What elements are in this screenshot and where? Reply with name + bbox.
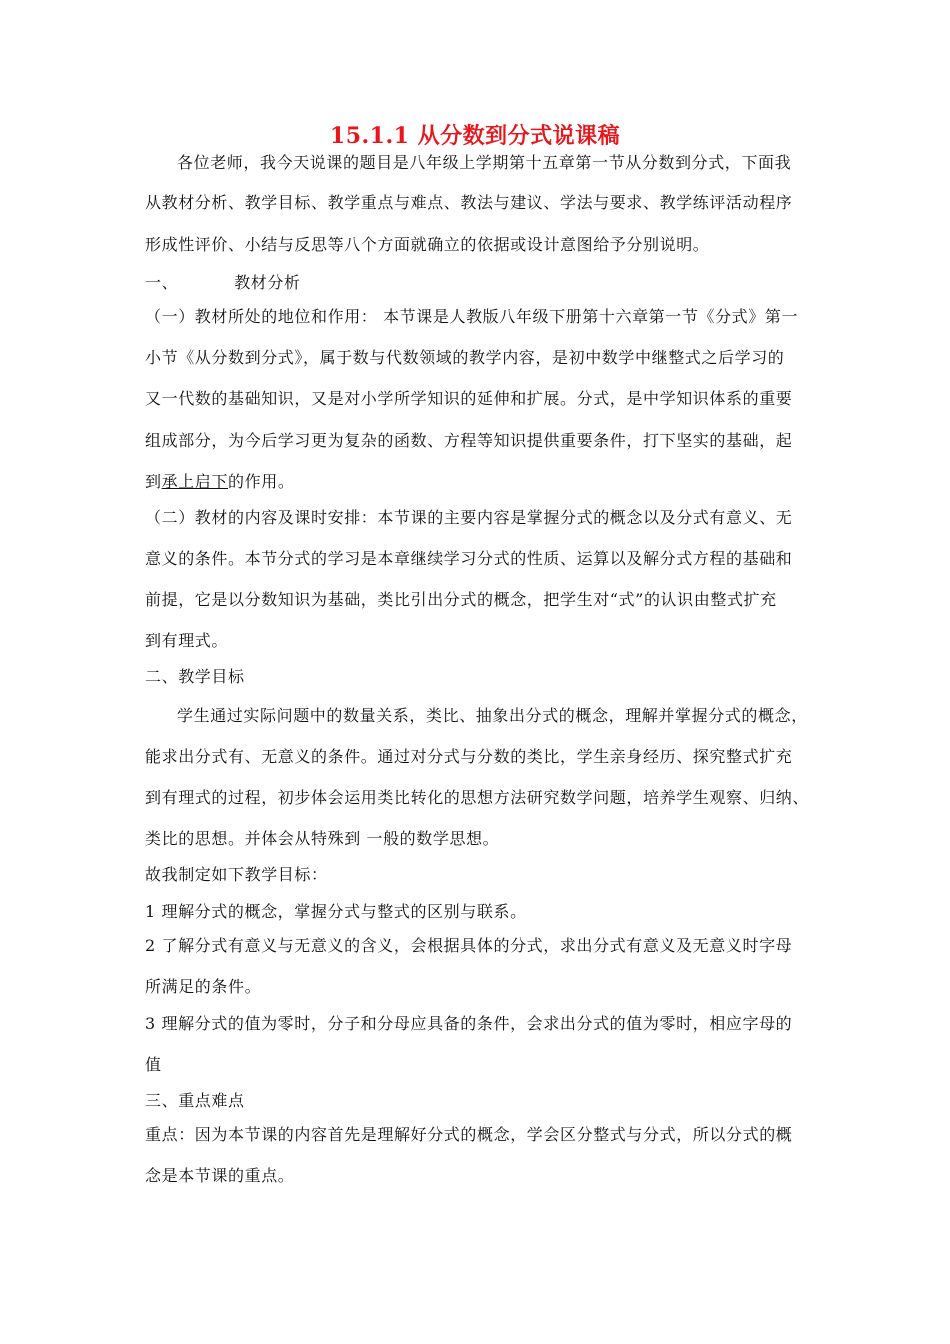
intro-line-3: 形成性评价、小结与反思等八个方面就确立的依据或设计意图给予分别说明。: [145, 235, 710, 254]
section3-body-line-1: 重点：因为本节课的内容首先是理解好分式的概念，学会区分整式与分式，所以分式的概: [145, 1125, 793, 1144]
goal-line-4: 3 理解分式的值为零时，分子和分母应具备的条件，会求出分式的值为零时，相应字母的: [145, 1014, 793, 1033]
section1-part1-line-3: 又一代数的基础知识，又是对小学所学知识的延伸和扩展。分式，是中学知识体系的重要: [145, 389, 793, 408]
section2-body-line-1: 学生通过实际问题中的数量关系，类比、抽象出分式的概念，理解并掌握分式的概念，: [177, 706, 808, 725]
section1-heading: [145, 272, 301, 294]
section1-part2-line-3: 前提，它是以分数知识为基础，类比引出分式的概念，把学生对“式”的认识由整式扩充: [145, 590, 777, 609]
part1-end-before: 到: [145, 472, 162, 491]
section1-part1-line-2: 小节《从分数到分式》，属于数与代数领域的教学内容，是初中数学中继整式之后学习的: [145, 348, 785, 367]
goal-line-1: 1 理解分式的概念，掌握分式与整式的区别与联系。: [145, 902, 527, 921]
goal-line-2: 2 了解分式有意义与无意义的含义，会根据具体的分式，求出分式有意义及无意义时字母: [145, 936, 793, 955]
section2-body-line-2: 能求出分式有、无意义的条件。通过对分式与分数的类比，学生亲身经历、探究整式扩充: [145, 747, 793, 766]
section1-part2-line-4: 到有理式。: [145, 631, 229, 650]
section1-part1-line-1: （一）教材所处的地位和作用： 本节课是人教版八年级下册第十六章第一节《分式》第一: [145, 307, 799, 326]
section3-heading: 三、重点难点: [145, 1091, 245, 1110]
intro-line-1: 各位老师，我今天说课的题目是八年级上学期第十五章第一节从分数到分式，下面我: [177, 153, 792, 172]
section1-part2-line-2: 意义的条件。本节分式的学习是本章继续学习分式的性质、运算以及解分式方程的基础和: [145, 549, 793, 568]
section1-part1-line-5: [145, 471, 294, 493]
section1-number: 一、: [145, 273, 179, 292]
intro-line-2: 从教材分析、教学目标、教学重点与难点、教法与建议、学法与要求、教学练评活动程序: [145, 193, 793, 212]
section1-title: 教材分析: [234, 273, 301, 292]
goal-line-3: 所满足的条件。: [145, 977, 262, 996]
section1-part1-line-4: 组成部分，为今后学习更为复杂的函数、方程等知识提供重要条件，打下坚实的基础，起: [145, 431, 793, 450]
section3-body-line-2: 念是本节课的重点。: [145, 1166, 295, 1185]
goal-line-5: 值: [145, 1055, 162, 1074]
section2-heading: 二、教学目标: [145, 667, 245, 686]
underlined-phrase: 承上启下: [161, 472, 229, 491]
document-title: 15.1.1 从分数到分式说课稿: [329, 123, 621, 149]
part1-end-after: 的作用。: [228, 472, 295, 491]
section2-body-line-4: 类比的思想。并体会从特殊到 一般的数学思想。: [145, 829, 500, 848]
section2-body-line-3: 到有理式的过程，初步体会运用类比转化的思想方法研究数学问题，培养学生观察、归纳、: [145, 788, 810, 807]
section2-lead: 故我制定如下教学目标：: [145, 865, 328, 884]
section1-part2-line-1: （二）教材的内容及课时安排：本节课的主要内容是掌握分式的概念以及分式有意义、无: [145, 508, 793, 527]
